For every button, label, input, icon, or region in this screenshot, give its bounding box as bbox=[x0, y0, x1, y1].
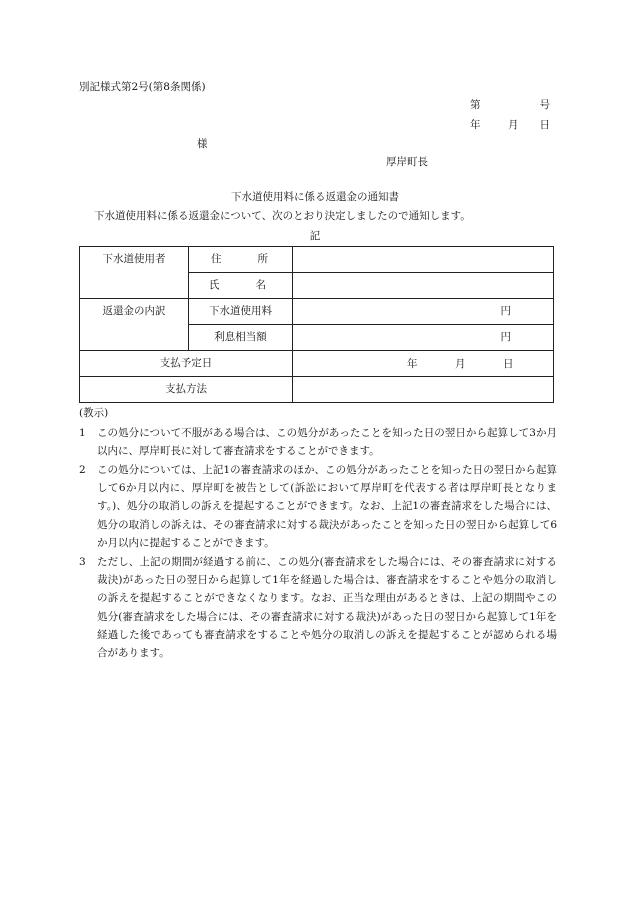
table-row-address bbox=[80, 247, 554, 273]
instruction-heading: (教示) bbox=[79, 407, 109, 419]
interest-label-cell bbox=[189, 325, 293, 351]
intro-text: 下水道使用料に係る返還金について、次のとおり決定しましたので通知します。 bbox=[94, 210, 471, 222]
issue-number-line bbox=[470, 100, 550, 112]
method-value-cell bbox=[293, 377, 554, 403]
table-row-fee bbox=[80, 299, 554, 325]
fee-label: 下水道使用料 bbox=[209, 305, 272, 318]
fee-label-cell bbox=[189, 299, 293, 325]
name-label-1: 氏 bbox=[209, 279, 220, 292]
refund-detail-table bbox=[79, 246, 554, 403]
note-number: 3 bbox=[79, 556, 86, 568]
fee-value-cell bbox=[293, 299, 554, 325]
refund-label: 返還金の内訳 bbox=[102, 305, 166, 317]
name-label-2: 名 bbox=[255, 279, 266, 292]
name-value-cell bbox=[293, 273, 554, 299]
ki-heading: 記 bbox=[309, 230, 321, 242]
note-text: この処分については、上記1の審査請求のほか、この処分があったことを知った日の翌日から起算して6か月以内に、厚岸町を被告として(訴訟において厚岸町を代表する者は厚岸町長となります。)、処分の取消しの訴えを提起することができます。なお、上記1の審査請求をした場合には、処分の取消しの訴えは、その審査請求に対する裁決があったことを知った日の翌日から起算して6か月以内に提起することができます。 bbox=[97, 464, 557, 549]
note-text: この処分について不服がある場合は、この処分があったことを知った日の翌日から起算して3か月以内に、厚岸町長に対して審査請求をすることができます。 bbox=[97, 427, 557, 458]
issue-date-year: 年 bbox=[470, 119, 481, 131]
user-label: 下水道使用者 bbox=[102, 253, 166, 265]
method-label-cell bbox=[80, 377, 293, 403]
refund-label-cell bbox=[80, 299, 189, 351]
address-label-1: 住 bbox=[211, 253, 222, 266]
interest-yen-unit: 円 bbox=[500, 331, 511, 344]
recipient-suffix: 様 bbox=[197, 138, 208, 150]
issue-number-suffix: 号 bbox=[539, 99, 550, 111]
address-label-2: 所 bbox=[257, 253, 268, 266]
scheduled-month-unit: 月 bbox=[455, 358, 466, 370]
address-label-cell bbox=[189, 247, 293, 273]
interest-value-cell bbox=[293, 325, 554, 351]
note-number: 1 bbox=[79, 427, 86, 439]
note-text: ただし、上記の期間が経過する前に、この処分(審査請求をした場合には、その審査請求に対する裁決)があった日の翌日から起算して1年を経過した場合は、審査請求をすることや処分の取消しの訴えを提起することができなくなります。なお、正当な理由があるときは、上記の期間やこの処分(審査請求をした場合には、その審査請求に対する裁決)があった日の翌日から起算して1年を経過した後であっても審査請求をすることや処分の取消しの訴えを提起することが認められる場合があります。 bbox=[97, 556, 557, 660]
instruction-note-1 bbox=[79, 424, 557, 460]
method-label: 支払方法 bbox=[165, 383, 207, 396]
scheduled-label: 支払予定日 bbox=[159, 357, 213, 370]
scheduled-label-cell bbox=[80, 351, 293, 377]
document-title: 下水道使用料に係る返還金の通知書 bbox=[231, 191, 399, 203]
instruction-note-3 bbox=[79, 553, 557, 662]
scheduled-date-cell bbox=[293, 351, 554, 377]
scheduled-year-unit: 年 bbox=[407, 358, 418, 370]
note-number: 2 bbox=[79, 464, 86, 476]
issue-date-line bbox=[470, 120, 550, 132]
interest-label: 利息相当額 bbox=[214, 331, 267, 344]
issuer-name: 厚岸町長 bbox=[386, 156, 428, 168]
fee-yen-unit: 円 bbox=[500, 305, 511, 318]
table-row-method bbox=[80, 377, 554, 403]
user-label-cell bbox=[80, 247, 189, 299]
form-label: 別記様式第2号(第8条関係) bbox=[79, 81, 206, 93]
name-label-cell bbox=[189, 273, 293, 299]
table-row-scheduled-date bbox=[80, 351, 554, 377]
issue-number-prefix: 第 bbox=[470, 99, 481, 111]
address-value-cell bbox=[293, 247, 554, 273]
issue-date-day: 日 bbox=[539, 119, 550, 131]
instruction-note-2 bbox=[79, 461, 557, 552]
issue-date-month: 月 bbox=[508, 119, 519, 131]
scheduled-day-unit: 日 bbox=[503, 358, 514, 370]
